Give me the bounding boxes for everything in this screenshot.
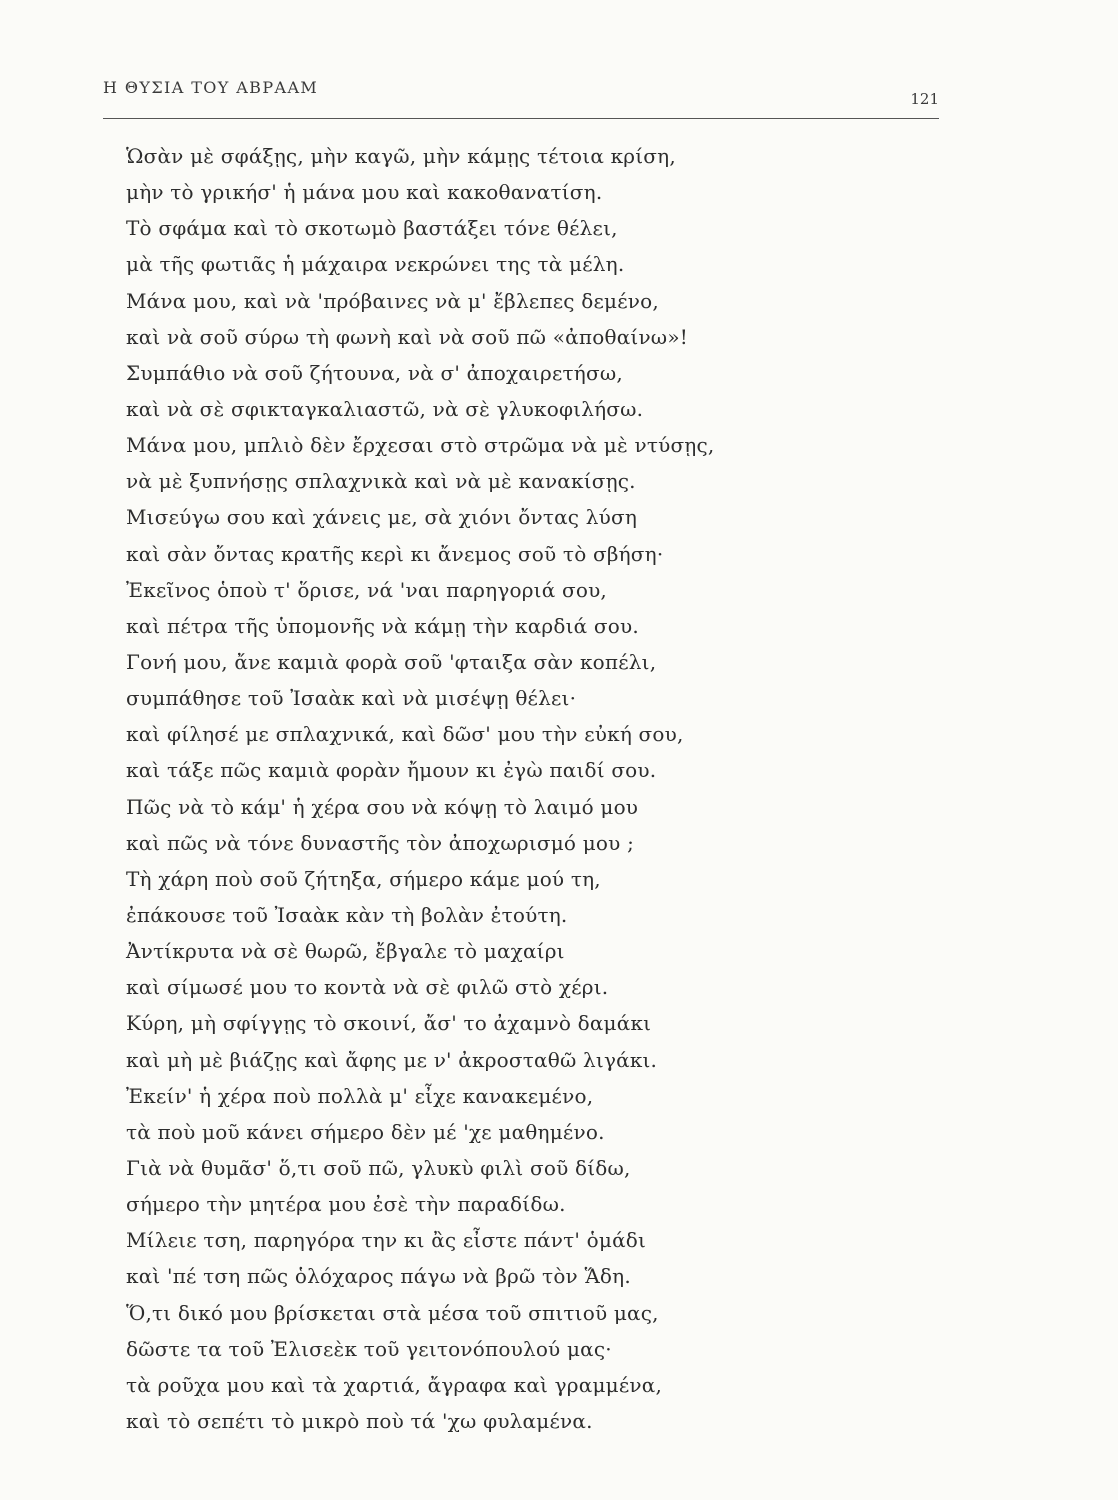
poem-line: Ὡσὰν μὲ σφάξῃς, μὴν καγῶ, μὴν κάμῃς τέτοια κρίση, (126, 144, 676, 168)
running-title: Η ΘΥΣΙΑ ΤΟΥ ΑΒΡΑΑΜ (103, 78, 319, 97)
poem-line: καὶ νὰ σοῦ σύρω τὴ φωνὴ καὶ νὰ σοῦ πῶ «ἀποθαίνω»! (126, 324, 688, 349)
poem-line: Γονή μου, ἄνε καμιὰ φορὰ σοῦ 'φταιξα σὰν κοπέλι, (126, 649, 657, 674)
poem-line: Ἐκείν' ἡ χέρα ποὺ πολλὰ μ' εἶχε κανακεμένο, (126, 1083, 594, 1108)
poem-line: Τὸ σφάμα καὶ τὸ σκοτωμὸ βαστάξει τόνε θέλει, (126, 216, 618, 241)
page-number: 121 (910, 90, 939, 108)
poem-line: μὴν τὸ γρικήσ' ἡ μάνα μου καὶ κακοθανατίση. (126, 180, 603, 205)
poem-line: καὶ μὴ μὲ βιάζῃς καὶ ἄφης με ν' ἀκροσταθῶ λιγάκι. (126, 1047, 658, 1072)
poem-line: Ἀντίκρυτα νὰ σὲ θωρῶ, ἔβγαλε τὸ μαχαίρι (126, 939, 565, 964)
poem-line: καὶ τάξε πῶς καμιὰ φορὰν ἤμουν κι ἐγὼ παιδί σου. (126, 758, 657, 783)
poem-text (126, 138, 886, 1439)
poem-line: καὶ 'πέ τση πῶς ὁλόχαρος πάγω νὰ βρῶ τὸν Ἅδη. (126, 1264, 631, 1289)
poem-line: καὶ πῶς νὰ τόνε δυναστῆς τὸν ἀποχωρισμό μου ; (126, 830, 635, 855)
poem-line: Γιὰ νὰ θυμᾶσ' ὅ,τι σοῦ πῶ, γλυκὺ φιλὶ σοῦ δίδω, (126, 1155, 631, 1180)
poem-line: Μάνα μου, καὶ νὰ 'πρόβαινες νὰ μ' ἔβλεπες δεμένο, (126, 288, 659, 313)
poem-line: Μίλειε τση, παρηγόρα την κι ἂς εἶστε πάντ' ὁμάδι (126, 1228, 647, 1253)
poem-line: τὰ ποὺ μοῦ κάνει σήμερο δὲν μέ 'χε μαθημένο. (126, 1119, 605, 1144)
poem-line: Ἐκεῖνος ὁποὺ τ' ὅρισε, νά 'ναι παρηγοριά σου, (126, 577, 607, 602)
poem-line: καὶ σίμωσέ μου το κοντὰ νὰ σὲ φιλῶ στὸ χέρι. (126, 975, 609, 1000)
poem-line: σήμερο τὴν μητέρα μου ἐσὲ τὴν παραδίδω. (126, 1192, 566, 1217)
poem-line: Μάνα μου, μπλιὸ δὲν ἔρχεσαι στὸ στρῶμα νὰ μὲ ντύσῃς, (126, 433, 715, 458)
poem-line: Τὴ χάρη ποὺ σοῦ ζήτηξα, σήμερο κάμε μού τη, (126, 866, 601, 891)
poem-line: καὶ φίλησέ με σπλαχνικά, καὶ δῶσ' μου τὴν εὐκή σου, (126, 722, 684, 747)
poem-line: Πῶς νὰ τὸ κάμ' ἡ χέρα σου νὰ κόψῃ τὸ λαιμό μου (126, 794, 639, 819)
poem-line: καὶ πέτρα τῆς ὑπομονῆς νὰ κάμῃ τὴν καρδιά σου. (126, 613, 639, 638)
poem-line: συμπάθησε τοῦ Ἰσαὰκ καὶ νὰ μισέψῃ θέλει· (126, 686, 577, 711)
poem-line: καὶ νὰ σὲ σφικταγκαλιαστῶ, νὰ σὲ γλυκοφιλήσω. (126, 396, 644, 421)
poem-line: Συμπάθιο νὰ σοῦ ζήτουνα, νὰ σ' ἀποχαιρετήσω, (126, 360, 623, 385)
poem-line: νὰ μὲ ξυπνήσῃς σπλαχνικὰ καὶ νὰ μὲ κανακίσῃς. (126, 469, 636, 494)
poem-line: δῶστε τα τοῦ Ἐλισεὲκ τοῦ γειτονόπουλού μας· (126, 1336, 612, 1361)
poem-line: τὰ ροῦχα μου καὶ τὰ χαρτιά, ἄγραφα καὶ γραμμένα, (126, 1372, 663, 1397)
poem-line: Ὅ,τι δικό μου βρίσκεται στὰ μέσα τοῦ σπιτιοῦ μας, (126, 1300, 659, 1325)
poem-line: ἐπάκουσε τοῦ Ἰσαὰκ κὰν τὴ βολὰν ἐτούτη. (126, 902, 568, 927)
poem-line: καὶ τὸ σεπέτι τὸ μικρὸ ποὺ τά 'χω φυλαμένα. (126, 1408, 593, 1433)
poem-line: Μισεύγω σου καὶ χάνεις με, σὰ χιόνι ὄντας λύση (126, 505, 638, 530)
running-header (103, 78, 939, 119)
poem-line: καὶ σὰν ὄντας κρατῆς κερὶ κι ἄνεμος σοῦ τὸ σβήση· (126, 541, 664, 566)
poem-line: μὰ τῆς φωτιᾶς ἡ μάχαιρα νεκρώνει της τὰ μέλη. (126, 252, 625, 277)
poem-line: Κύρη, μὴ σφίγγῃς τὸ σκοινί, ἄσ' το ἀχαμνὸ δαμάκι (126, 1011, 652, 1036)
